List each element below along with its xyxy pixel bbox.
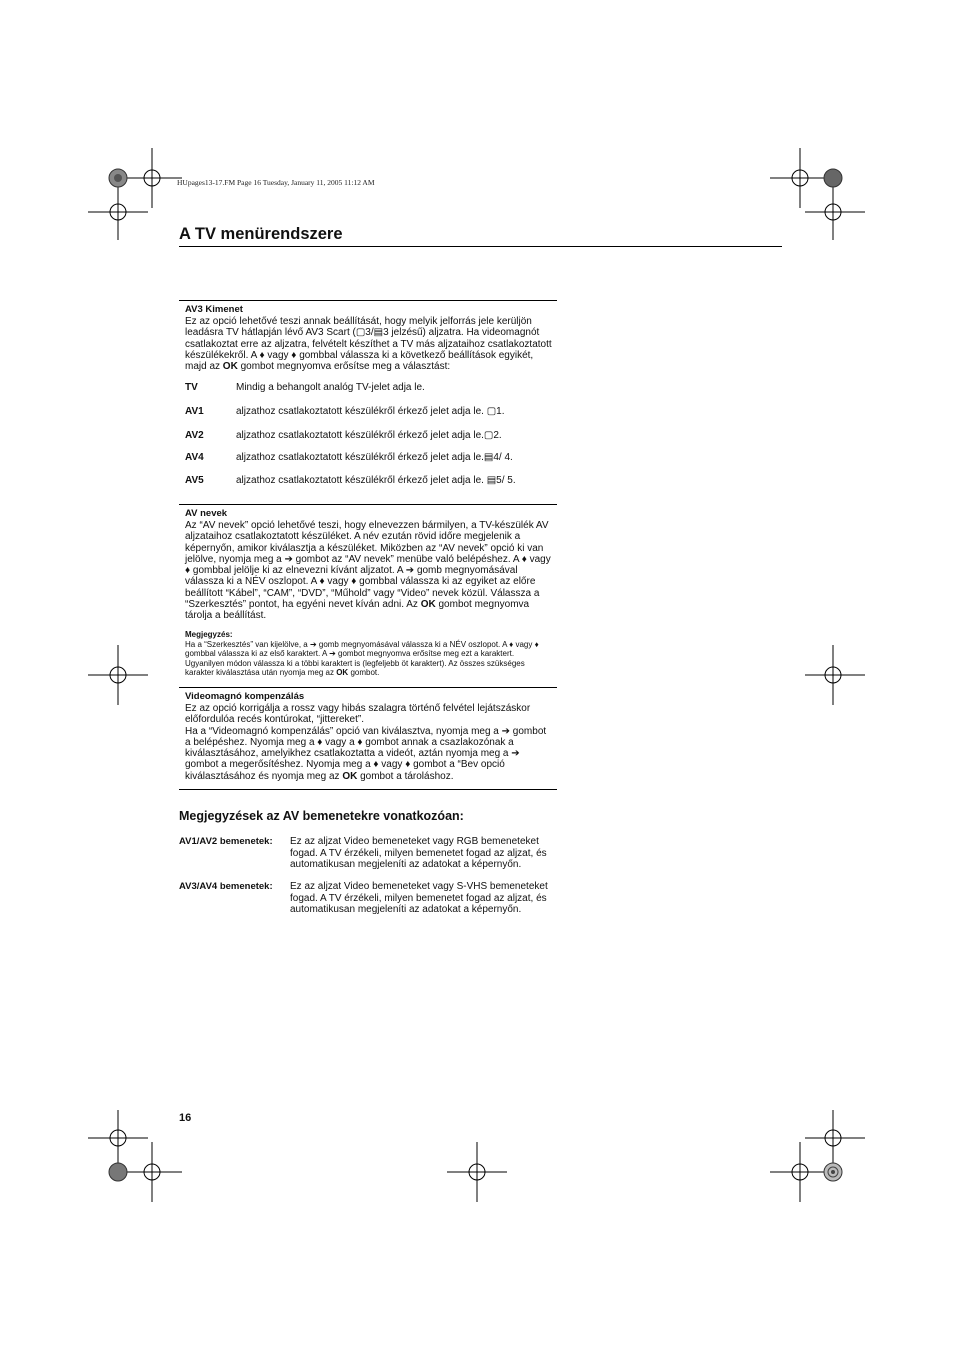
registration-crosshair-icon xyxy=(88,645,148,705)
note-title: Megjegyzés: xyxy=(185,629,233,639)
scart-connector-icon: ▤ xyxy=(373,327,384,339)
av3-option-row: AV2 aljzathoz csatlakoztatott készülékről érkező jelet adja le.▢2. xyxy=(185,430,502,441)
registration-crosshair-icon xyxy=(805,645,865,705)
vcr-text: Ez az opció korrigálja a rossz vagy hibás szalagra történő felvétel lejátszáskor előfordulóa recés kontúrokat, “jittereket”. Ha a “Videomagnó kompenzálás” opció van kiválasztva, nyomja meg a ➔ gombot a belépéshez. Nyomja meg a ♦ vagy a ♦ gombot annak a csazlakozónak a kiválasztásához, amelyikhez csatlakoztatta a videót, aztán nyomja meg a ➔ gombot a megerősítéshez. Nyomja meg a ♦ vagy ♦ gombot a “Bev opció kiválasztásához és nyomja meg az OK gombot a tároláshoz. xyxy=(185,703,547,782)
av3-intro: Ez az opció lehetővé teszi annak beállítását, hogy melyik jelforrás jele kerüljön leadásra TV hátlapján lévő AV3 Scart (▢3/▤3 jelzésű) aljzatra. Ha videomagnót csatlakoztat erre az aljzatra, felvételt készíthet a TV más aljzataihoz csatlakoztatott készülékekről. A ♦ vagy ♦ gombbal válassza ki a következő beállítások egyikét, majd az OK gombot megnyomva erősítse meg a választást: xyxy=(185,316,552,373)
scart-connector-icon: ▤ xyxy=(483,452,494,463)
color-registration-disc-icon xyxy=(824,169,842,187)
av-names-text: Az “AV nevek” opció lehetővé teszi, hogy elnevezzen bármilyen, a TV-készülék AV aljzataihoz csatlakoztatott készüléket. A név ezután rövid időre megjelenik a képernyőn, amikor kiválasztja a készüléket. Miközben az “AV nevek” opció ki van jelölve, nyomja meg a ➔ gombot az “AV nevek” menübe való belépéshez. A ♦ vagy ♦ gombbal jelölje ki az elnevezni kívánt aljzatot. A ➔ gomb megnyomásával válassza ki a NÉV oszlopot. A ♦ vagy ♦ gombbal válassza ki az egyiket az előre beállított “Kábel”, “CAM”, “DVD”, “Műhold” vagy “Video” nevek közül. Válassza a “Szerkesztés” pontot, ha egyéni nevet kíván adni. Az OK gombot megnyomva tárolja a beállítást. xyxy=(185,520,551,622)
title-rule xyxy=(179,246,782,247)
page-number: 16 xyxy=(179,1112,192,1124)
registration-crosshair-icon xyxy=(122,148,182,208)
color-registration-disc-icon xyxy=(109,169,127,187)
registration-crosshair-icon xyxy=(805,182,865,240)
section-divider xyxy=(179,789,557,790)
av3-option-row: TV Mindig a behangolt analóg TV-jelet adja le. xyxy=(185,382,425,393)
av3-section xyxy=(185,304,553,372)
scart-connector-icon: ▢ xyxy=(483,430,494,441)
scart-connector-icon: ▤ xyxy=(486,475,497,486)
av3-option-row: AV1 aljzathoz csatlakoztatott készülékről érkező jelet adja le. ▢1. xyxy=(185,406,505,417)
av-input-text: Ez az aljzat Video bemeneteket vagy RGB bemeneteket fogad. A TV érzékeli, milyen bemenetet fogad az aljzat, és automatikusan megjeleníti az adatokat a képernyőn. xyxy=(290,836,547,870)
av-input-label: AV3/AV4 bemenetek: xyxy=(179,881,273,892)
av-names-title: AV nevek xyxy=(185,508,228,519)
section-divider xyxy=(179,687,557,688)
vcr-title: Videomagnó kompenzálás xyxy=(185,691,305,702)
registration-crosshair-icon xyxy=(122,1142,182,1202)
av3-option-row: AV5 aljzathoz csatlakoztatott készülékről érkező jelet adja le. ▤5/ 5. xyxy=(185,475,516,486)
color-registration-disc-icon xyxy=(824,1163,842,1181)
av-input-label: AV1/AV2 bemenetek: xyxy=(179,836,273,847)
registration-crosshair-icon xyxy=(770,148,830,208)
print-header: HUpages13-17.FM Page 16 Tuesday, January 11, 2005 11:12 AM xyxy=(177,178,375,187)
registration-crosshair-icon xyxy=(447,1142,507,1202)
av3-title: AV3 Kimenet xyxy=(185,304,243,315)
vcr-section xyxy=(185,691,553,782)
registration-crosshair-icon xyxy=(805,1110,865,1168)
registration-crosshair-icon xyxy=(770,1142,830,1202)
note-text: Ha a “Szerkesztés” van kijelölve, a ➔ gomb megnyomásával válassza ki a NÉV oszlopot. A ♦ vagy ♦ gombbal válassza ki az első karaktert. A ➔ gombot megnyomva erősítse meg ezt a karaktert. Ugyanilyen módon válassza ki a többi karaktert is (legfeljebb öt karaktert). Az összes szükséges karakter kiválasztása után nyomja meg az OK gombot. xyxy=(185,639,539,678)
scart-connector-icon: ▢ xyxy=(355,327,366,339)
page-title: A TV menürendszere xyxy=(179,225,343,243)
registration-crosshair-icon xyxy=(88,1110,148,1168)
av3-option-row: AV4 aljzathoz csatlakoztatott készülékről érkező jelet adja le.▤4/ 4. xyxy=(185,452,513,463)
notes-heading: Megjegyzések az AV bemenetekre vonatkozóan: xyxy=(179,809,464,823)
section-divider xyxy=(179,504,557,505)
scart-connector-icon: ▢ xyxy=(486,406,497,417)
section-divider xyxy=(179,300,557,301)
av-input-text: Ez az aljzat Video bemeneteket vagy S-VHS bemeneteket fogad. A TV érzékeli, milyen bemenetet fogad az aljzat, és automatikusan megjeleníti az adatokat a képernyőn. xyxy=(290,881,548,915)
color-registration-disc-icon xyxy=(109,1163,127,1181)
registration-crosshair-icon xyxy=(88,182,148,240)
av-names-section xyxy=(185,508,553,678)
